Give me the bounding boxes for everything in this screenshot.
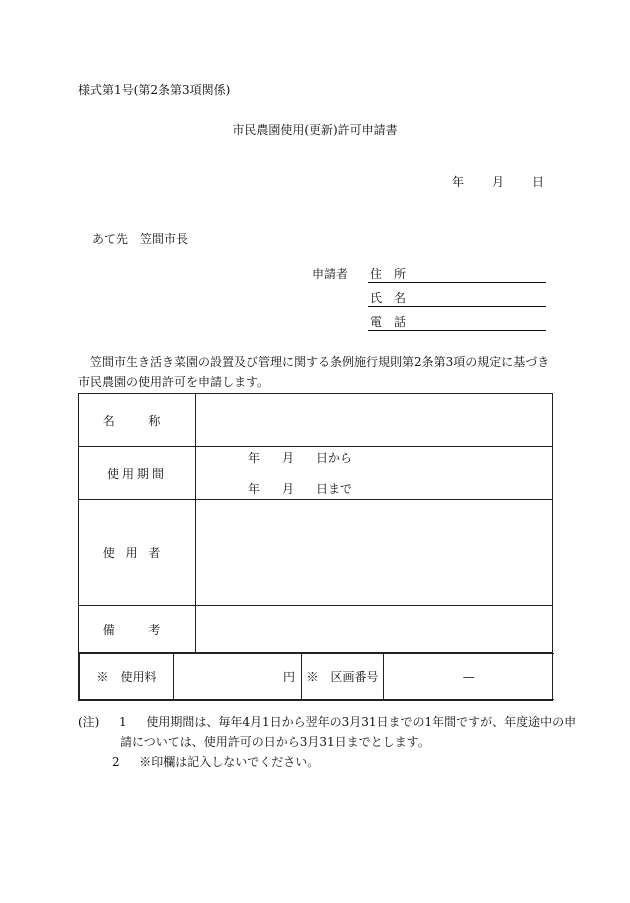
notes-section: [78, 712, 576, 772]
address-field[interactable]: [368, 268, 546, 283]
phone-label: 電 話: [370, 315, 407, 329]
user-label-cell: 使用者: [79, 500, 196, 606]
lot-label-cell: ※ 区画番号: [302, 654, 384, 700]
date-year: 年: [451, 175, 464, 189]
fee-label-cell: ※ 使用料: [80, 654, 174, 700]
applicant-label: 申請者: [312, 267, 349, 281]
name-label: 氏 名: [370, 291, 407, 305]
period-to-year: 年: [248, 482, 261, 496]
note-2-number: 2: [112, 755, 120, 769]
fee-inner-table: [79, 653, 554, 700]
period-to-month: 月: [282, 482, 295, 496]
remarks-label-cell: 備 考: [79, 606, 196, 653]
note-2-text: ※印欄は記入しないでください。: [139, 755, 320, 769]
period-to-day: 日まで: [316, 482, 353, 496]
notes-prefix: (注): [78, 715, 100, 729]
table-row-period: [79, 447, 553, 500]
date-day: 日: [531, 175, 544, 189]
date-month: 月: [491, 175, 504, 189]
period-from-day: 日から: [316, 451, 353, 465]
user-input-cell[interactable]: [196, 500, 553, 606]
note-1-text: 使用期間は、毎年4月1日から翌年の3月31日までの1年間ですが、年度途中の申: [146, 715, 577, 729]
name-field[interactable]: [368, 292, 546, 307]
address-label: 住 所: [370, 267, 407, 281]
form-number: 様式第1号(第2条第3項関係): [78, 83, 231, 97]
fee-row-cell: [79, 653, 553, 701]
phone-field[interactable]: [368, 316, 546, 331]
fee-input-cell[interactable]: [174, 654, 302, 700]
table-row-name: [79, 394, 553, 447]
fee-unit: 円: [282, 670, 295, 684]
document-title: 市民農園使用(更新)許可申請書: [232, 123, 398, 137]
lot-input-cell[interactable]: [384, 654, 554, 700]
table-row-user: [79, 500, 553, 606]
name-input-cell[interactable]: [196, 394, 553, 447]
application-statement: 笠間市生き活き菜園の設置及び管理に関する条例施行規則第2条第3項の規定に基づき市民農園の使用許可を申請します。: [78, 355, 550, 389]
table-row-fee: [79, 653, 553, 701]
period-from-year: 年: [248, 451, 261, 465]
application-table: [78, 393, 553, 701]
period-input-cell[interactable]: [196, 447, 553, 500]
remarks-input-cell[interactable]: [196, 606, 553, 653]
period-label-cell: 使用期間: [79, 447, 196, 500]
addressee: あて先 笠間市長: [92, 232, 189, 246]
note-1-number: 1: [119, 715, 127, 729]
name-label-cell: 名 称: [79, 394, 196, 447]
table-row-remarks: [79, 606, 553, 653]
note-1-text-continued: 請については、使用許可の日から3月31日までとします。: [120, 735, 430, 749]
date-line: [452, 176, 544, 188]
lot-value: —: [462, 669, 475, 684]
period-from-month: 月: [282, 451, 295, 465]
